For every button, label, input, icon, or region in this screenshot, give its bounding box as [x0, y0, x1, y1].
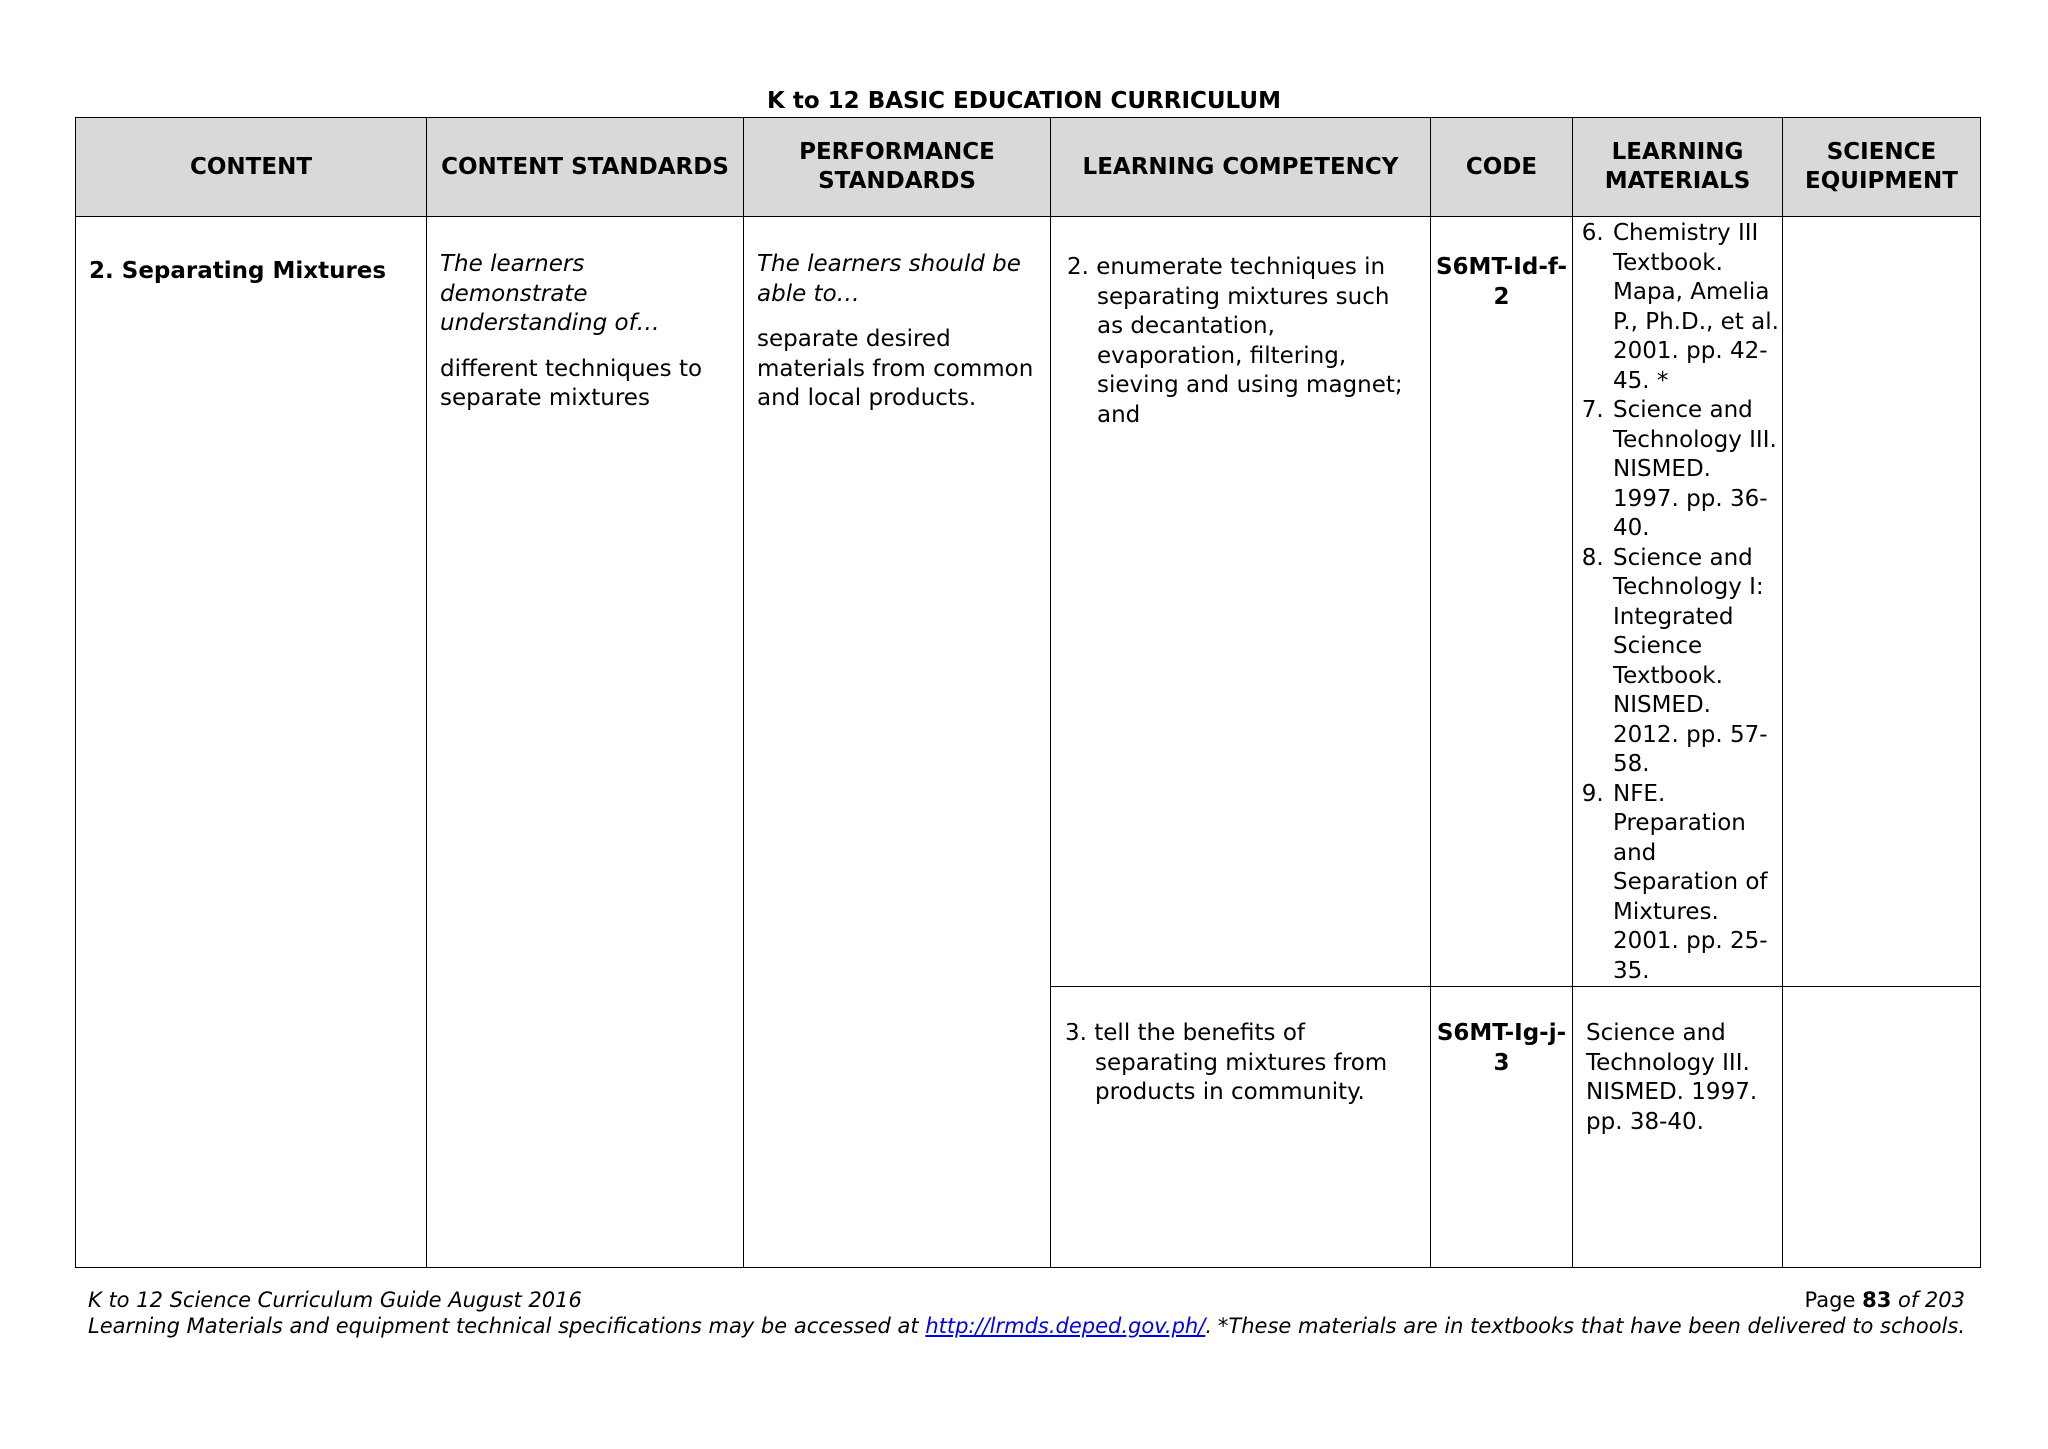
- content-cell: [76, 217, 427, 1268]
- list-item: 8. Science and Technology I: Integrated Science Textbook. NISMED. 2012. pp. 57-58.: [1611, 544, 1782, 780]
- table-row: [76, 217, 1981, 987]
- list-item: 9. NFE. Preparation and Separation of Mixtures. 2001. pp. 25-35.: [1611, 780, 1782, 987]
- page-number: 83: [1862, 1288, 1892, 1312]
- page-indicator: Page 83 of 203: [1804, 1288, 1965, 1312]
- column-header-content: CONTENT: [76, 118, 427, 217]
- column-header-content-standards: CONTENT STANDARDS: [427, 118, 744, 217]
- table-header-row: [76, 118, 1981, 217]
- performance-standards-body: separate desired materials from common and local products.: [757, 326, 1034, 411]
- learning-materials-cell: [1573, 987, 1783, 1268]
- performance-standards-cell: [744, 217, 1051, 1268]
- competency-code: S6MT-Ig-j-3: [1436, 1020, 1567, 1076]
- list-item: 7. Science and Technology III. NISMED. 1997. pp. 36-40.: [1611, 396, 1782, 544]
- column-header-science-equipment: SCIENCE EQUIPMENT: [1783, 118, 1981, 217]
- learning-materials-cell: [1573, 217, 1783, 987]
- competency-cell: [1051, 987, 1431, 1268]
- column-header-code: CODE: [1431, 118, 1573, 217]
- code-cell: [1431, 217, 1573, 987]
- competency-text: 3. tell the benefits of separating mixtures from products in community.: [1065, 1020, 1388, 1105]
- science-equipment-cell: [1783, 987, 1981, 1268]
- page-title: K to 12 BASIC EDUCATION CURRICULUM: [767, 88, 1281, 114]
- competency-text: 2. enumerate techniques in separating mixtures such as decantation, evaporation, filtering, sieving and using magnet; and: [1067, 254, 1403, 428]
- curriculum-table: [75, 117, 1981, 1268]
- competency-cell: [1051, 217, 1431, 987]
- lrmds-link[interactable]: http://lrmds.deped.gov.ph/: [925, 1314, 1206, 1338]
- learning-materials-text: Science and Technology III. NISMED. 1997. pp. 38-40.: [1586, 1020, 1758, 1135]
- performance-standards-lead: The learners should be able to…: [757, 251, 1021, 307]
- content-standards-lead: The learners demonstrate understanding of…: [440, 251, 660, 336]
- science-equipment-cell: [1783, 217, 1981, 987]
- column-header-performance-standards: PERFORMANCE STANDARDS: [744, 118, 1051, 217]
- learning-materials-list: [1573, 217, 1782, 986]
- code-cell: [1431, 987, 1573, 1268]
- column-header-learning-competency: LEARNING COMPETENCY: [1051, 118, 1431, 217]
- content-standards-body: different techniques to separate mixtures: [440, 355, 703, 411]
- column-header-learning-materials: LEARNING MATERIALS: [1573, 118, 1783, 217]
- content-standards-cell: [427, 217, 744, 1268]
- content-topic: 2. Separating Mixtures: [89, 258, 387, 284]
- footer-line-2: Learning Materials and equipment technical specifications may be accessed at http://lrmds.deped.gov.ph/. *These materials are in textbooks that have been delivered to schools.: [88, 1314, 1965, 1338]
- competency-code: S6MT-Id-f-2: [1435, 254, 1568, 310]
- delivery-note: *These materials are in textbooks that have been delivered to schools.: [1217, 1314, 1965, 1338]
- list-item: 6. Chemistry III Textbook. Mapa, Amelia P., Ph.D., et al. 2001. pp. 42-45. *: [1611, 219, 1782, 396]
- footer-line-1: [88, 1288, 1965, 1312]
- guide-title: K to 12 Science Curriculum Guide August 2016: [88, 1288, 582, 1312]
- access-text: Learning Materials and equipment technical specifications may be accessed at: [88, 1314, 919, 1338]
